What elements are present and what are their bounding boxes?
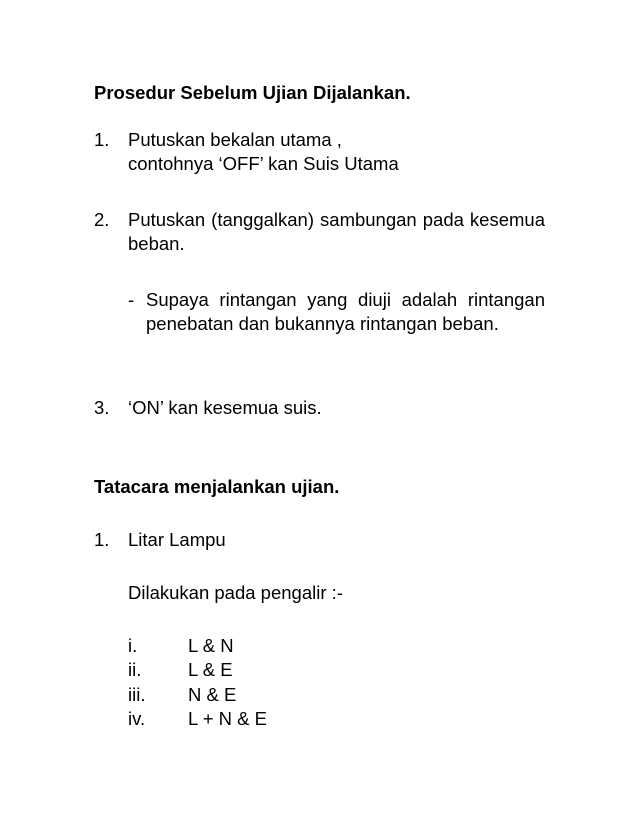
sub-list-number: ii. (128, 659, 142, 680)
sub-list-number: i. (128, 635, 138, 656)
section-heading-procedure: Prosedur Sebelum Ujian Dijalankan. (94, 82, 411, 103)
sub-list-text: L & N (188, 635, 234, 656)
sub-list-text: L & E (188, 659, 233, 680)
list-item-number: 1. (94, 529, 110, 550)
method-item-1 (94, 528, 545, 552)
sub-list-text: N & E (188, 684, 237, 705)
list-item-text: Putuskan (tanggalkan) sambungan pada kesemua beban. (128, 209, 545, 254)
sub-list-item (128, 683, 236, 707)
list-item-number: 1. (94, 129, 110, 150)
note-dash: - (128, 289, 135, 310)
method-intro: Dilakukan pada pengalir :- (128, 582, 343, 603)
sub-list-number: iv. (128, 708, 146, 729)
sub-list-item (128, 707, 267, 731)
list-item-text: Litar Lampu (128, 529, 226, 550)
section-heading-method: Tatacara menjalankan ujian. (94, 476, 340, 497)
sub-list-item (128, 634, 234, 658)
sub-list-item (128, 658, 233, 682)
sub-list-text: L + N & E (188, 708, 268, 729)
list-item-2 (94, 208, 545, 256)
list-item-number: 3. (94, 397, 110, 418)
list-item-number: 2. (94, 209, 110, 230)
note-text: Supaya rintangan yang diuji adalah rintangan penebatan dan bukannya rintangan beban. (146, 289, 545, 334)
list-item-text: ‘ON’ kan kesemua suis. (128, 397, 322, 418)
sub-list-number: iii. (128, 684, 146, 705)
list-item-1 (94, 128, 545, 176)
list-item-text: Putuskan bekalan utama , contohnya ‘OFF’ kan Suis Utama (128, 129, 399, 174)
note-item (128, 288, 545, 336)
list-item-3 (94, 396, 545, 420)
